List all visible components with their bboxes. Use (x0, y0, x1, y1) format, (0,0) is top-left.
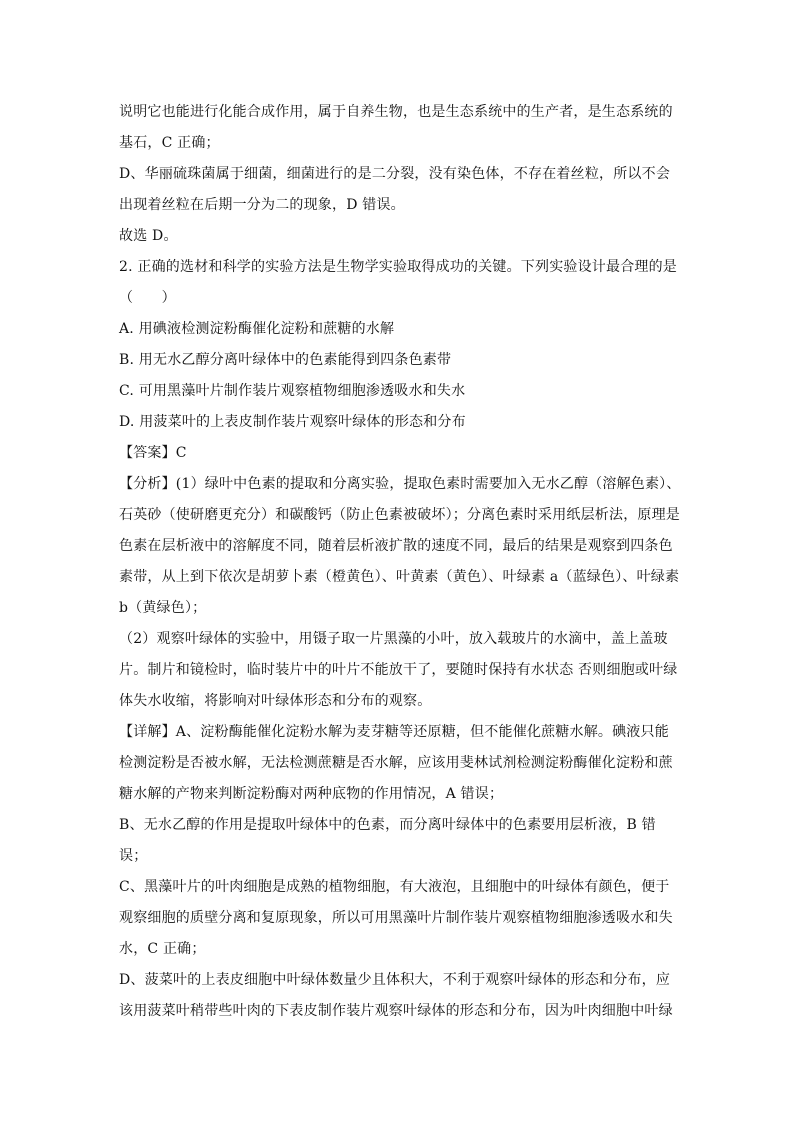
explanation-text: 误； (119, 848, 148, 864)
text-line: 说明它也能进行化能合成作用，属于自养生物，也是生态系统中的生产者，是生态系统的 (119, 104, 673, 120)
explanation-text: 观察细胞的质壁分离和复原现象，所以可用黑藻叶片制作装片观察植物细胞渗透吸水和失 (119, 910, 673, 926)
analysis-text: 片。制片和镜检时，临时装片中的叶片不能放干了，要随时保持有水状态 否则细胞或叶绿 (119, 662, 678, 678)
analysis-text: b（黄绿色）； (119, 600, 207, 616)
explanation-text: D、菠菜叶的上表皮细胞中叶绿体数量少且体积大，不利于观察叶绿体的形态和分布，应 (119, 972, 671, 988)
analysis-text: 【分析】(1）绿叶中色素的提取和分离实验，提取色素时需要加入无水乙醇（溶解色素）、 (119, 476, 681, 492)
analysis-text: （2）观察叶绿体的实验中，用镊子取一片黑藻的小叶，放入载玻片的水滴中，盖上盖玻 (119, 631, 668, 647)
option-d: D. 用菠菜叶的上表皮制作装片观察叶绿体的形态和分布 (119, 414, 466, 430)
answer-blank: （ ） (119, 290, 176, 306)
analysis-text: 素带，从上到下依次是胡萝卜素（橙黄色）、叶黄素（黄色）、叶绿素 a（蓝绿色）、叶绿素 (119, 569, 680, 585)
explanation-text: 检测淀粉是否被水解，无法检测蔗糖是否水解，应该用斐林试剂检测淀粉酶催化淀粉和蔗 (119, 755, 673, 771)
text-line: 出现着丝粒在后期一分为二的现象，D 错误。 (119, 197, 405, 213)
text-line: 基石，C 正确； (119, 135, 220, 151)
analysis-text: 石英砂（使研磨更充分）和碳酸钙（防止色素被破坏）；分离色素时采用纸层析法，原理是 (119, 507, 680, 523)
explanation-text: B、无水乙醇的作用是提取叶绿体中的色素，而分离叶绿体中的色素要用层析液，B 错 (119, 817, 656, 833)
option-c: C. 可用黑藻叶片制作装片观察植物细胞渗透吸水和失水 (119, 383, 466, 399)
option-a: A. 用碘液检测淀粉酶催化淀粉和蔗糖的水解 (119, 321, 395, 337)
explanation-text: 糖水解的产物来判断淀粉酶对两种底物的作用情况，A 错误； (119, 786, 504, 802)
text-line: D、华丽硫珠菌属于细菌，细菌进行的是二分裂，没有染色体，不存在着丝粒，所以不会 (119, 166, 671, 182)
explanation-text: C、黑藻叶片的叶肉细胞是成熟的植物细胞，有大液泡，且细胞中的叶绿体有颜色，便于 (119, 879, 670, 895)
explanation-text: 【详解】A、淀粉酶能催化淀粉水解为麦芽糖等还原糖，但不能催化蔗糖水解。碘液只能 (119, 724, 669, 740)
option-b: B. 用无水乙醇分离叶绿体中的色素能得到四条色素带 (119, 352, 452, 368)
answer-label: 【答案】C (119, 445, 187, 461)
question-stem: 2. 正确的选材和科学的实验方法是生物学实验取得成功的关键。下列实验设计最合理的是 (119, 259, 678, 275)
analysis-text: 体失水收缩，将影响对叶绿体形态和分布的观察。 (119, 693, 432, 709)
explanation-text: 水，C 正确； (119, 941, 206, 957)
text-line: 故选 D。 (119, 228, 178, 244)
analysis-text: 色素在层析液中的溶解度不同，随着层析液扩散的速度不同，最后的结果是观察到四条色 (119, 538, 673, 554)
explanation-text: 该用菠菜叶稍带些叶肉的下表皮制作装片观察叶绿体的形态和分布，因为叶肉细胞中叶绿 (119, 1003, 673, 1019)
